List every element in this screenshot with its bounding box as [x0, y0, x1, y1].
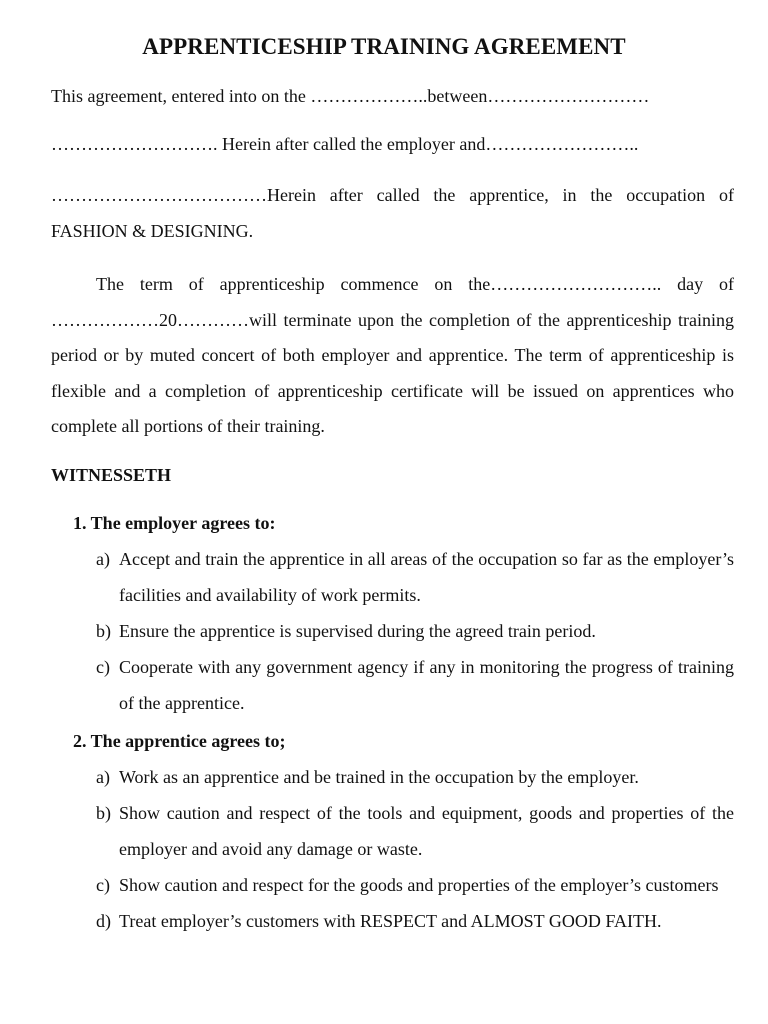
intro-line-apprentice: ………………………………Herein after called the apprentice, in the occupation of FASHION & DESIGNING.	[51, 185, 734, 241]
intro-line-employer: ………………………. Herein after called the employer and……………………..	[51, 134, 639, 154]
document-title: APPRENTICESHIP TRAINING AGREEMENT	[142, 34, 626, 59]
apprentice-clause-a	[96, 759, 734, 795]
clause-marker: c)	[96, 874, 110, 895]
apprentice-clause-b	[96, 795, 734, 867]
clause-marker: a)	[96, 548, 110, 569]
witnesseth-heading: WITNESSETH	[51, 464, 172, 485]
employer-agrees-heading: 1. The employer agrees to:	[73, 512, 276, 533]
employer-clause-b	[96, 613, 734, 649]
clause-text: Cooperate with any government agency if any in monitoring the progress of training of the apprentice.	[119, 656, 734, 713]
clause-text: Accept and train the apprentice in all areas of the occupation so far as the employer’s facilities and availability of work permits.	[119, 548, 734, 605]
clause-marker: c)	[96, 656, 110, 677]
employer-clause-a	[96, 541, 734, 613]
apprentice-agrees-heading: 2. The apprentice agrees to;	[73, 730, 286, 751]
employer-clause-c	[96, 649, 734, 721]
intro-line-agreement-date: This agreement, entered into on the ………………..between………………………	[51, 86, 650, 106]
clause-marker: b)	[96, 620, 111, 641]
clause-marker: a)	[96, 766, 110, 787]
term-paragraph: The term of apprenticeship commence on the……………………….. day of ………………20…………will terminate upon the completion of the apprenticeship training period or by muted concert of both employer and apprentice. The term of apprenticeship is flexible and a completion of apprenticeship certificate will be issued on apprentices who complete all portions of their training.	[51, 274, 734, 436]
clause-text: Ensure the apprentice is supervised during the agreed train period.	[119, 620, 596, 641]
apprentice-clause-c	[96, 867, 734, 903]
clause-text: Treat employer’s customers with RESPECT and ALMOST GOOD FAITH.	[119, 910, 662, 931]
clause-text: Show caution and respect of the tools and equipment, goods and properties of the employer and avoid any damage or waste.	[119, 802, 734, 859]
clause-marker: b)	[96, 802, 111, 823]
clause-marker: d)	[96, 910, 111, 931]
apprentice-clause-d	[96, 903, 734, 939]
clause-text: Work as an apprentice and be trained in the occupation by the employer.	[119, 766, 639, 787]
clause-text: Show caution and respect for the goods and properties of the employer’s customers	[119, 874, 719, 895]
